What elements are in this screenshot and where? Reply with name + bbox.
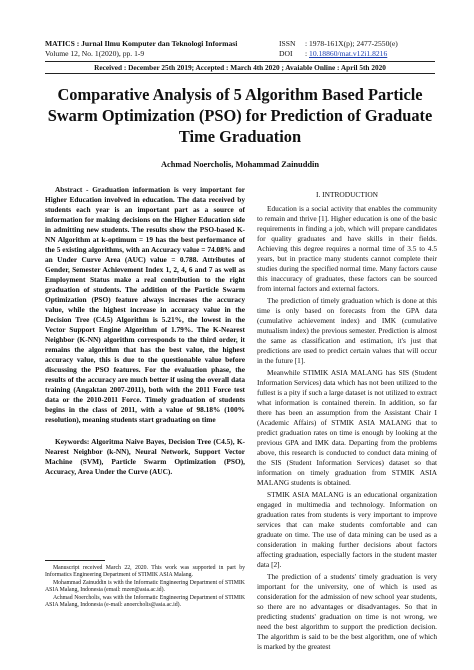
journal-header: [45, 39, 435, 58]
keywords: [45, 437, 245, 477]
issn-label: ISSN: [279, 39, 296, 48]
abstract-text: - Graduation information is very important for Higher Education involved in education. The data received by students each year is an important part as a source of information for making decisions on the Higher Education side in admitting new students. The results show the PSO-based K-NN Algorithm at k-optimum = 19 has the best performance of the 5 existing algorithms, with an Accuracy value = 74.08% and an Under Curve Area (AUC) value = 0.788. Attributes of Gender, Semester Achievement Index 1, 2, 4, 6 and 7 as well as Employment Status make a real contribution to the right graduation of students. The addition of the Particle Swarm Optimization (PSO) feature always increases the accuracy value, while the highest increase in accuracy value in the Decision Tree (C4.5) Algorithm is 5.21%, the lowest in the Vector Support Engine Algorithm of 1.79%. The K-Nearest Neighbor (K-NN) algorithm corresponds to the third order, it remains the algorithm that has the best value, the highest accuracy value, this is due to the questionable value before discussing the PSO features. For the evaluation phase, the results of the accuracy are much better if using the overall data training (Angaktan 2007-2011), both with the 2011 Force test data or the 2010-2011 Force. Timely graduation of students begins in the class of 2011, with a value of 98.18% (100% resolution), meaning students start graduating on time: [45, 185, 245, 424]
doi-label: DOI: [279, 48, 293, 58]
intro-paragraph: The prediction of a students' timely graduation is very important for the university, one of which is used as consideration for the admission of new school year students, so there are no advantages or disadvantages. So that in predicting students' graduation on time is not wrong, we need the best algorithm to support the prediction decision. The algorithm is said to be the best algorithm, one of which is marked by the greatest: [257, 572, 437, 651]
volume-info: Volume 12, No. 1(2020), pp. 1-9: [45, 48, 145, 58]
footnotes: [45, 565, 245, 610]
footnote-author-zainuddin: Mohammad Zainuddin is with the Informatic Engineering Department of STIMIK ASIA Malang, Indonesia (email: mzen@asia.ac.id).: [45, 580, 245, 593]
issn-value: : 1978-161X(p); 2477-2550(e): [305, 39, 398, 48]
right-column: [257, 190, 437, 654]
footnote-author-noercholis: Achmad Noercholis, was with the Informatic Engineering Department of STIMIK ASIA Malang, Indonesia (e-mail: anoercholis@asia.ac.id).: [45, 595, 245, 608]
doi-link[interactable]: 10.18860/mat.v12i1.8216: [309, 48, 388, 58]
keywords-text: Algoritma Naive Bayes, Decision Tree (C4.5), K-Nearest Neighbor (k-NN), Neural Network, Support Vector Machine (SVM), Particle Swarm Optimization (PSO), Accuracy, Area Under the Curve (AUC).: [45, 437, 245, 476]
intro-paragraph: STMIK ASIA MALANG is an educational organization engaged in multimedia and technology. Information on graduation rates from students is very important to improve services that can make students comfortable and can graduate on time. The use of data mining can be used as a consideration in making further decisions about factors affecting graduation, especially factors in the student master data [2].: [257, 490, 437, 569]
paper-authors: Achmad Noercholis, Mohammad Zainuddin: [160, 160, 320, 169]
issn-line: [279, 39, 435, 49]
footnote-separator: [45, 560, 105, 561]
intro-paragraph: Education is a social activity that enables the community to remain and thrive [1]. Higher education is one of the basic requirements in finding a job, which will prepare candidates for quality graduates and have skills in their fields. Achieving this degree requires a normal time of 3.5 to 4.5 years, but in practice many students cannot complete their studies during the specified normal time. Many factors cause this inaccuracy of graduates, these factors can be sourced from internal factors and external factors.: [257, 204, 437, 293]
section-heading-introduction: I. INTRODUCTION: [316, 190, 378, 199]
doi-line: DOI : 10.18860/mat.v12i1.8216: [279, 48, 388, 58]
abstract: [45, 185, 245, 425]
received-dates: Received : December 25th 2019; Accepted : March 4th 2020 ; Avaiable Online : April 5th 2020: [94, 63, 386, 72]
header-rule-top: [45, 61, 435, 62]
keywords-label: Keywords:: [55, 437, 90, 446]
footnote-manuscript: Manuscript received March 22, 2020. This work was supported in part by Informatics Engineering Department of STIMIK ASIA Malang.: [45, 565, 245, 578]
left-column: [45, 185, 245, 477]
intro-paragraph: The prediction of timely graduation which is done at this time is only based on forecasts from the GPA data (cumulative achievement index) and IMK (cumulative mutualism index) the previous semester. Prediction is almost the same as classification and estimation, it's just that predictions are used to predict certain values that will occur in the future [1].: [257, 296, 437, 365]
abstract-label: Abstract: [55, 185, 83, 194]
paper-title: Comparative Analysis of 5 Algorithm Based Particle Swarm Optimization (PSO) for Prediction of Graduate Time Graduation: [47, 85, 433, 146]
header-rule-bottom: [45, 73, 435, 74]
intro-paragraph: Meanwhile STIMIK ASIA MALANG has SIS (Student Information Services) data which has not been utilized to the fullest is a pity if such a large dataset is not utilized to extract what information is contained therein. In addition, so far there has been an assumption from the Assistant Chair I (Academic Affairs) of STMIK ASIA MALANG that to predict graduation rates on time is enough by looking at the previous GPA and IMK data. Departing from the problems above, this research is conducted to conduct data mining of the SIS (Student Information Services) dataset so that information on timely graduation from STMIK ASIA MALANG students is obtained.: [257, 368, 437, 487]
journal-name: MATICS : Jurnal Ilmu Komputer dan Teknologi Informasi: [45, 39, 238, 48]
